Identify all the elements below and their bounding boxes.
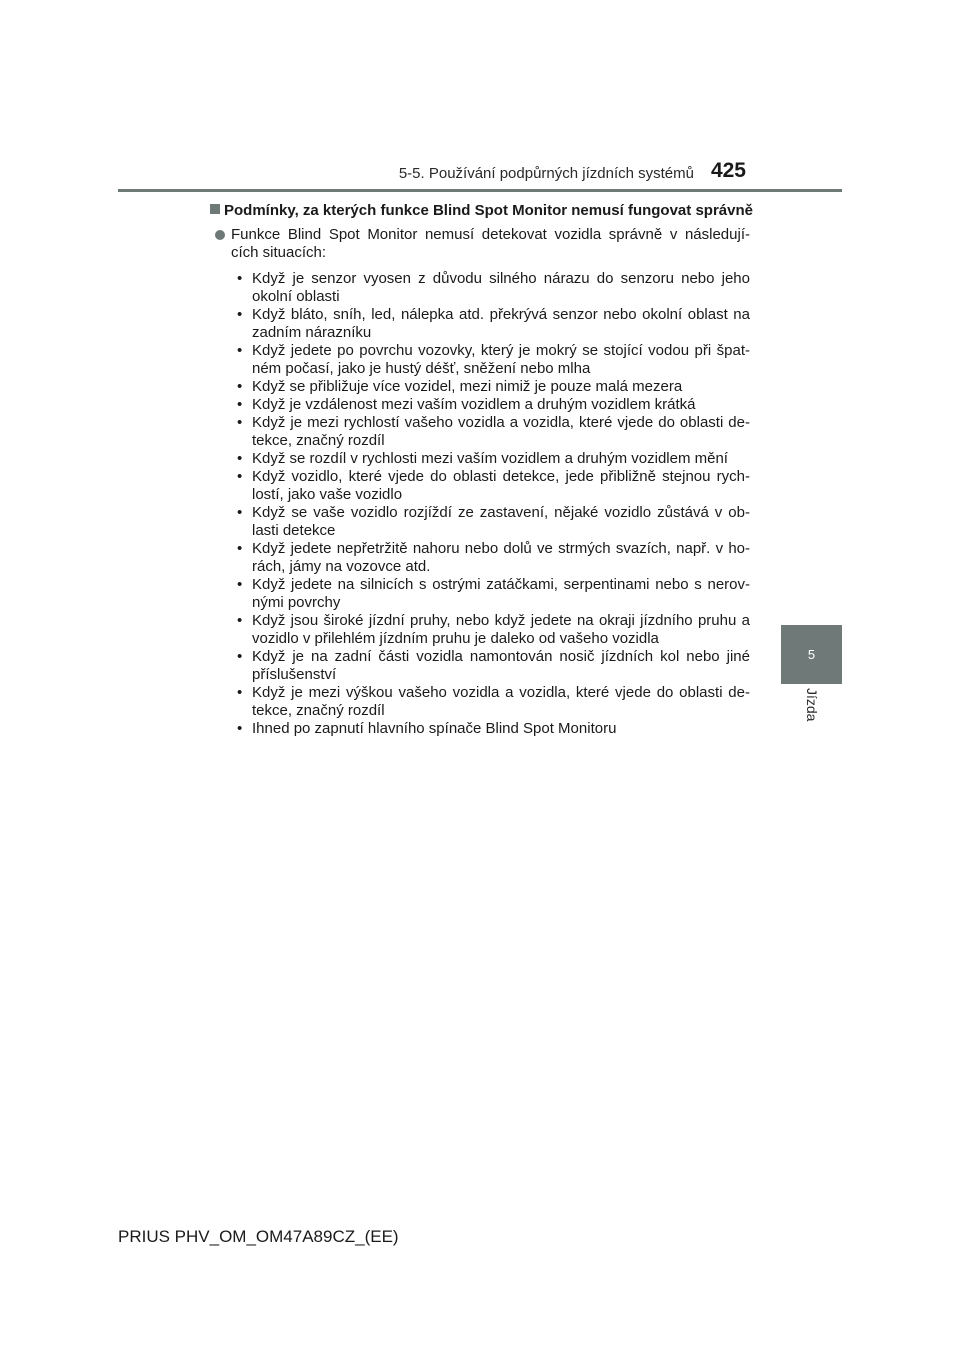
list-item-text: Když jedete na silnicích s ostrými zatáčkami, serpentinami nebo s nerov- nými povrchy	[252, 576, 750, 611]
list-item-text: Když je mezi výškou vašeho vozidla a vozidla, které vjede do oblasti de- tekce, značný rozdíl	[252, 684, 750, 719]
bullet-dot-icon: •	[237, 504, 243, 521]
list-item-text: Když se vaše vozidlo rozjíždí ze zastavení, nějaké vozidlo zůstává v ob- lasti detekce	[252, 504, 750, 539]
list-item	[237, 720, 750, 738]
condition-list	[210, 270, 750, 738]
list-item-text: Když je vzdálenost mezi vaším vozidlem a druhým vozidlem krátká	[252, 396, 696, 413]
intro-text: Funkce Blind Spot Monitor nemusí detekovat vozidla správně v následují- cích situacích:	[231, 226, 750, 261]
list-item	[237, 450, 750, 468]
bullet-dot-icon: •	[237, 576, 243, 593]
list-item	[237, 396, 750, 414]
circle-bullet-icon	[215, 230, 225, 240]
list-item	[237, 504, 750, 540]
bullet-dot-icon: •	[237, 450, 243, 467]
list-item	[237, 612, 750, 648]
list-item	[237, 648, 750, 684]
list-item	[237, 540, 750, 576]
bullet-dot-icon: •	[237, 414, 243, 431]
document-code: PRIUS PHV_OM_OM47A89CZ_(EE)	[118, 1227, 399, 1246]
list-item	[237, 270, 750, 306]
list-item-text: Když je mezi rychlostí vašeho vozidla a vozidla, které vjede do oblasti de- tekce, značný rozdíl	[252, 414, 750, 449]
section-heading	[210, 202, 753, 220]
intro-bullet	[215, 226, 750, 262]
bullet-dot-icon: •	[237, 468, 243, 485]
list-item-text: Když jedete nepřetržitě nahoru nebo dolů ve strmých svazích, např. v ho- rách, jámy na vozovce atd.	[252, 540, 750, 575]
bullet-dot-icon: •	[237, 648, 243, 665]
bullet-dot-icon: •	[237, 396, 243, 413]
list-item-text: Když jedete po povrchu vozovky, který je mokrý se stojící vodou při špat- ném počasí, jako je hustý déšť, sněžení nebo mlha	[252, 342, 750, 377]
list-item-text: Když vozidlo, které vjede do oblasti detekce, jede přibližně stejnou rych- lostí, jako vaše vozidlo	[252, 468, 750, 503]
list-item-text: Když se přibližuje více vozidel, mezi nimiž je pouze malá mezera	[252, 378, 683, 395]
list-item-text: Když se rozdíl v rychlosti mezi vaším vozidlem a druhým vozidlem mění	[252, 450, 728, 467]
list-item	[237, 342, 750, 378]
list-item	[237, 306, 750, 342]
list-item-text: Ihned po zapnutí hlavního spínače Blind Spot Monitoru	[252, 720, 617, 737]
list-item-text: Když jsou široké jízdní pruhy, nebo když jedete na okraji jízdního pruhu a vozidlo v přilehlém jízdním pruhu je daleko od vašeho vozidla	[252, 612, 750, 647]
list-item	[237, 684, 750, 720]
chapter-tab	[781, 625, 842, 684]
chapter-number: 5	[807, 647, 816, 662]
square-bullet-icon	[210, 204, 220, 214]
bullet-dot-icon: •	[237, 720, 243, 737]
bullet-dot-icon: •	[237, 612, 243, 629]
bullet-dot-icon: •	[237, 378, 243, 395]
bullet-dot-icon: •	[237, 306, 243, 323]
running-header: 5-5. Používání podpůrných jízdních systémů	[398, 165, 694, 182]
list-item-text: Když bláto, sníh, led, nálepka atd. překrývá senzor nebo okolní oblast na zadním nárazníku	[252, 306, 750, 341]
page-number: 425	[710, 159, 746, 182]
list-item	[237, 414, 750, 450]
section-heading-text: Podmínky, za kterých funkce Blind Spot Monitor nemusí fungovat správně	[224, 202, 753, 219]
list-item-text: Když je senzor vyosen z důvodu silného nárazu do senzoru nebo jeho okolní oblasti	[252, 270, 750, 305]
main-content	[210, 202, 753, 738]
list-item	[237, 378, 750, 396]
list-item-text: Když je na zadní části vozidla namontován nosič jízdních kol nebo jiné příslušenství	[252, 648, 750, 683]
bullet-dot-icon: •	[237, 684, 243, 701]
bullet-dot-icon: •	[237, 342, 243, 359]
list-item	[237, 576, 750, 612]
list-item	[237, 468, 750, 504]
chapter-label: Jízda	[804, 688, 820, 722]
bullet-dot-icon: •	[237, 270, 243, 287]
header-divider	[118, 189, 842, 192]
bullet-dot-icon: •	[237, 540, 243, 557]
